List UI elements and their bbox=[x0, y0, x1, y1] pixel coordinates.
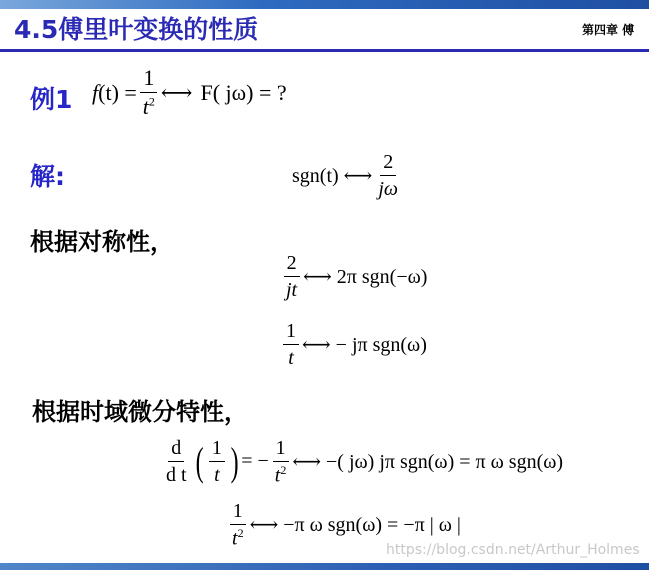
symmetry-equation-1 bbox=[280, 252, 427, 301]
example-equation bbox=[92, 66, 287, 119]
symmetry-frac2-num: 1 bbox=[283, 320, 299, 345]
diff-rhs-1: ⟷ −( jω) jπ sgn(ω) = π ω sgn(ω) bbox=[292, 451, 564, 474]
top-accent-bar bbox=[0, 0, 649, 9]
symmetry-frac1-num: 2 bbox=[284, 252, 300, 277]
solution-label: 解: bbox=[30, 162, 65, 191]
bottom-accent-bar bbox=[0, 563, 649, 570]
symmetry-rhs-1: ⟷ 2π sgn(−ω) bbox=[303, 266, 428, 288]
chapter-label: 第四章 傅 bbox=[582, 23, 635, 37]
differentiation-heading: 根据时域微分特性， bbox=[32, 398, 248, 426]
inner-frac-den: t bbox=[214, 464, 220, 487]
symmetry-frac1-den: jt bbox=[286, 279, 298, 301]
example-f: f bbox=[92, 79, 99, 105]
diff-frac-num: 1 bbox=[273, 437, 289, 462]
example-frac-num: 1 bbox=[140, 66, 157, 93]
diff-frac-exp: 2 bbox=[280, 463, 287, 477]
symmetry-fraction-1 bbox=[283, 252, 300, 301]
example-rhs: F( jω) = ? bbox=[200, 79, 287, 105]
example-label: 例1 bbox=[30, 85, 73, 114]
final-frac-num: 1 bbox=[230, 500, 246, 525]
final-frac-den: t bbox=[232, 527, 238, 550]
symmetry-fraction-2 bbox=[283, 320, 299, 369]
solution-frac-den: jω bbox=[378, 178, 399, 200]
diff-mid: = − bbox=[241, 450, 269, 473]
solution-lhs: sgn(t) ⟷ bbox=[292, 165, 373, 187]
final-frac-exp: 2 bbox=[237, 526, 244, 540]
differentiation-equation-1 bbox=[160, 437, 563, 487]
symmetry-frac2-den: t bbox=[288, 347, 294, 369]
solution-equation bbox=[292, 151, 404, 200]
derivative-operator bbox=[163, 437, 190, 486]
final-fraction bbox=[229, 500, 247, 550]
watermark: https://blog.csdn.net/Arthur_Holmes bbox=[386, 542, 640, 558]
example-frac-den: t bbox=[142, 94, 149, 120]
symmetry-rhs-2: ⟷ − jπ sgn(ω) bbox=[302, 334, 427, 356]
diff-frac-den: t bbox=[274, 464, 281, 487]
left-paren: ( bbox=[195, 438, 204, 484]
example-frac-exp: 2 bbox=[148, 94, 155, 109]
symmetry-heading: 根据对称性， bbox=[30, 228, 174, 256]
symmetry-equation-2 bbox=[280, 320, 427, 369]
final-rhs: ⟷ −π ω sgn(ω) = −π | ω | bbox=[249, 514, 461, 537]
page-title: 4.5傅里叶变换的性质 bbox=[14, 15, 259, 44]
inner-fraction bbox=[209, 437, 225, 486]
inner-frac-num: 1 bbox=[209, 437, 225, 462]
solution-fraction bbox=[375, 151, 401, 200]
example-arrow: ⟷ bbox=[160, 79, 193, 105]
solution-frac-num: 2 bbox=[380, 151, 396, 176]
diff-fraction bbox=[272, 437, 290, 487]
right-paren: ) bbox=[230, 438, 239, 484]
example-fraction bbox=[140, 66, 158, 119]
derivative-den: d t bbox=[166, 464, 187, 487]
example-arg: (t) = bbox=[98, 79, 137, 105]
derivative-num: d bbox=[168, 437, 184, 462]
title-divider bbox=[0, 49, 649, 52]
